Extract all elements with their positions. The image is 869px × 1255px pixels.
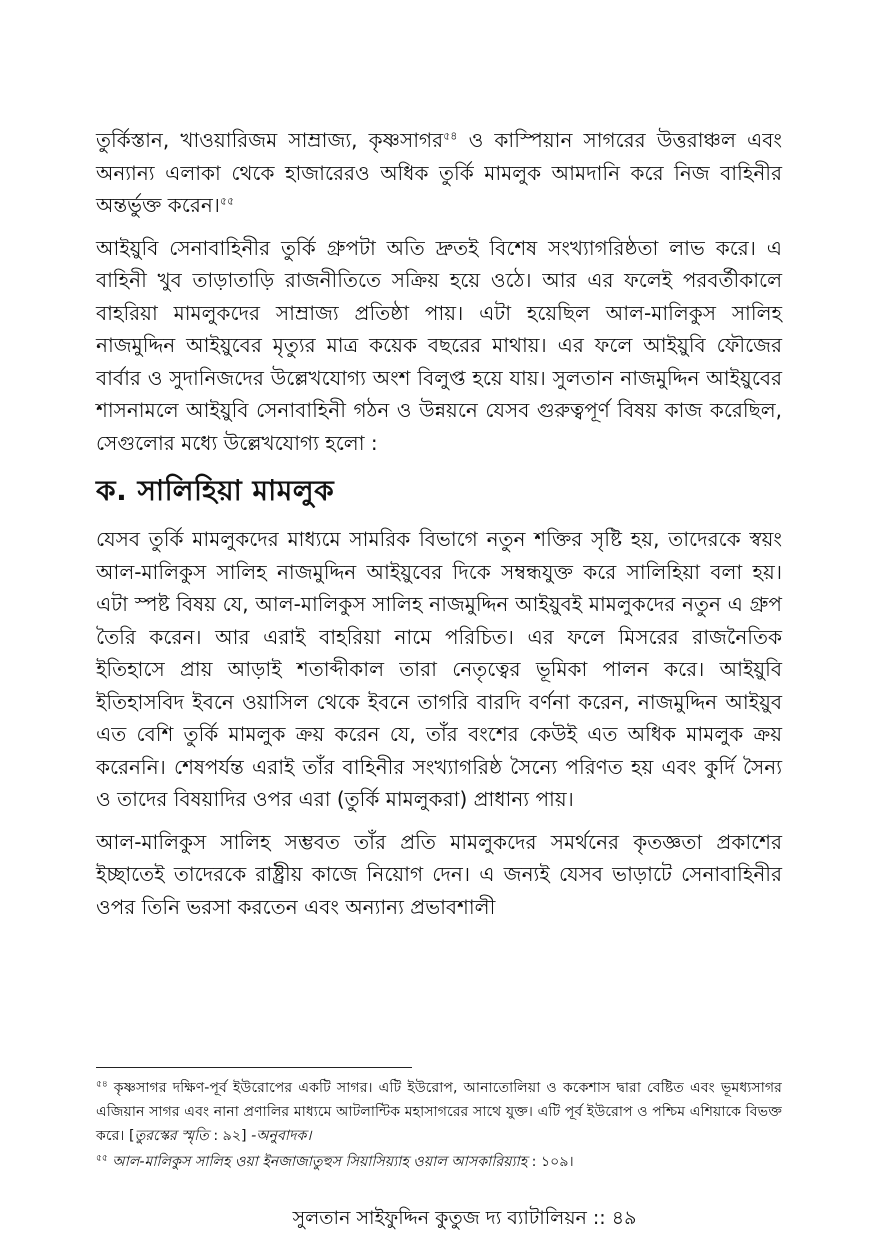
- footnote-55: [96, 1150, 782, 1174]
- footnote-ref-55[interactable]: ৫৫: [219, 194, 235, 208]
- paragraph-1: [96, 124, 782, 222]
- footnote-54-source: তুরস্কের স্মৃতি: [134, 1128, 209, 1144]
- footnote-54-text: কৃষ্ণসাগর দক্ষিণ-পূর্ব ইউরোপের একটি সাগর। এটি ইউরোপ, আনাতোলিয়া ও ককেশাস দ্বারা বেষ্টিত এবং ভূমধ্যসাগর এজিয়ান সাগর এবং নানা প্রণালির মাধ্যমে আটলান্টিক মহাসাগরের সাথে যুক্ত। এটি পূর্ব ইউরোপ ও পশ্চিম এশিয়াকে বিভক্ত করে। [: [96, 1080, 782, 1144]
- footnote-54-credit: -অনুবাদক।: [251, 1128, 312, 1144]
- footnotes: [96, 1076, 782, 1176]
- section-heading: ক. সালিহিয়া মামলুক: [96, 474, 335, 507]
- footnote-55-source: আল-মালিকুস সালিহ ওয়া ইনজাজাতুহুস সিয়াসিয়্যাহ ওয়াল আসকারিয়্যাহ: [107, 1154, 528, 1170]
- paragraph-1-text-a: তুর্কিস্তান, খাওয়ারিজম সাম্রাজ্য, কৃষ্ণসাগর: [96, 128, 444, 152]
- footnote-54: [96, 1076, 782, 1148]
- running-footer: সুলতান সাইফুদ্দিন কুতুজ দ্য ব্যাটালিয়ন :: ৪৯: [292, 1207, 637, 1229]
- footnote-55-marker: ৫৫: [96, 1153, 108, 1164]
- footnote-54-marker: ৫৪: [96, 1079, 108, 1090]
- paragraph-4: আল-মালিকুস সালিহ সম্ভবত তাঁর প্রতি মামলুকদের সমর্থনের কৃতজ্ঞতা প্রকাশের ইচ্ছাতেই তাদেরকে রাষ্ট্রীয় কাজে নিয়োগ দেন। এ জন্যই যেসব ভাড়াটে সেনাবাহিনীর ওপর তিনি ভরসা করতেন এবং অন্যান্য প্রভাবশালী: [96, 829, 782, 919]
- main-text: [96, 124, 782, 933]
- footnote-divider: [96, 1067, 412, 1068]
- footnote-55-page: : ১০৯।: [527, 1154, 574, 1170]
- footnote-ref-54[interactable]: ৫৪: [443, 129, 458, 143]
- paragraph-3: যেসব তুর্কি মামলুকদের মাধ্যমে সামরিক বিভাগে নতুন শক্তির সৃষ্টি হয়, তাদেরকে স্বয়ং আল-মালিকুস সালিহ নাজমুদ্দিন আইয়ুবের দিকে সম্বন্ধযুক্ত করে সালিহিয়া বলা হয়। এটা স্পষ্ট বিষয় যে, আল-মালিকুস সালিহ নাজমুদ্দিন আইয়ুবই মামলুকদের নতুন এ গ্রুপ তৈরি করেন। আর এরাই বাহরিয়া নামে পরিচিত। এর ফলে মিসরের রাজনৈতিক ইতিহাসে প্রায় আড়াই শতাব্দীকাল তারা নেতৃত্বের ভূমিকা পালন করে। আইয়ুবি ইতিহাসবিদ ইবনে ওয়াসিল থেকে ইবনে তাগরি বারদি বর্ণনা করেন, নাজমুদ্দিন আইয়ুব এত বেশি তুর্কি মামলুক ক্রয় করেন যে, তাঁর বংশের কেউই এত অধিক মামলুক ক্রয় করেননি। শেষপর্যন্ত এরাই তাঁর বাহিনীর সংখ্যাগরিষ্ঠ সৈন্যে পরিণত হয় এবং কুর্দি সৈন্য ও তাদের বিষয়াদির ওপর এরা (তুর্কি মামলুকরা) প্রাধান্য পায়।: [96, 527, 782, 811]
- footnote-54-page: : ৯২]: [208, 1128, 252, 1144]
- paragraph-2: আইয়ুবি সেনাবাহিনীর তুর্কি গ্রুপটা অতি দ্রুতই বিশেষ সংখ্যাগরিষ্ঠতা লাভ করে। এ বাহিনী খুব তাড়াতাড়ি রাজনীতিতে সক্রিয় হয়ে ওঠে। আর এর ফলেই পরবর্তীকালে বাহরিয়া মামলুকদের সাম্রাজ্য প্রতিষ্ঠা পায়। এটা হয়েছিল আল-মালিকুস সালিহ নাজমুদ্দিন আইয়ুবের মৃত্যুর মাত্র কয়েক বছরের মাথায়। এর ফলে আইয়ুবি ফৌজের বার্বার ও সুদানিজদের উল্লেখযোগ্য অংশ বিলুপ্ত হয়ে যায়। সুলতান নাজমুদ্দিন আইয়ুবের শাসনামলে আইয়ুবি সেনাবাহিনী গঠন ও উন্নয়নে যেসব গুরুত্বপূর্ণ বিষয় কাজ করেছিল, সেগুলোর মধ্যে উল্লেখযোগ্য হলো :: [96, 235, 782, 455]
- paragraph-1-text-b: ও কাস্পিয়ান সাগরের উত্তরাঞ্চল এবং অন্যান্য এলাকা থেকে হাজারেরও অধিক তুর্কি মামলুক আমদানি করে নিজ বাহিনীর অন্তর্ভুক্ত করেন।: [96, 128, 782, 217]
